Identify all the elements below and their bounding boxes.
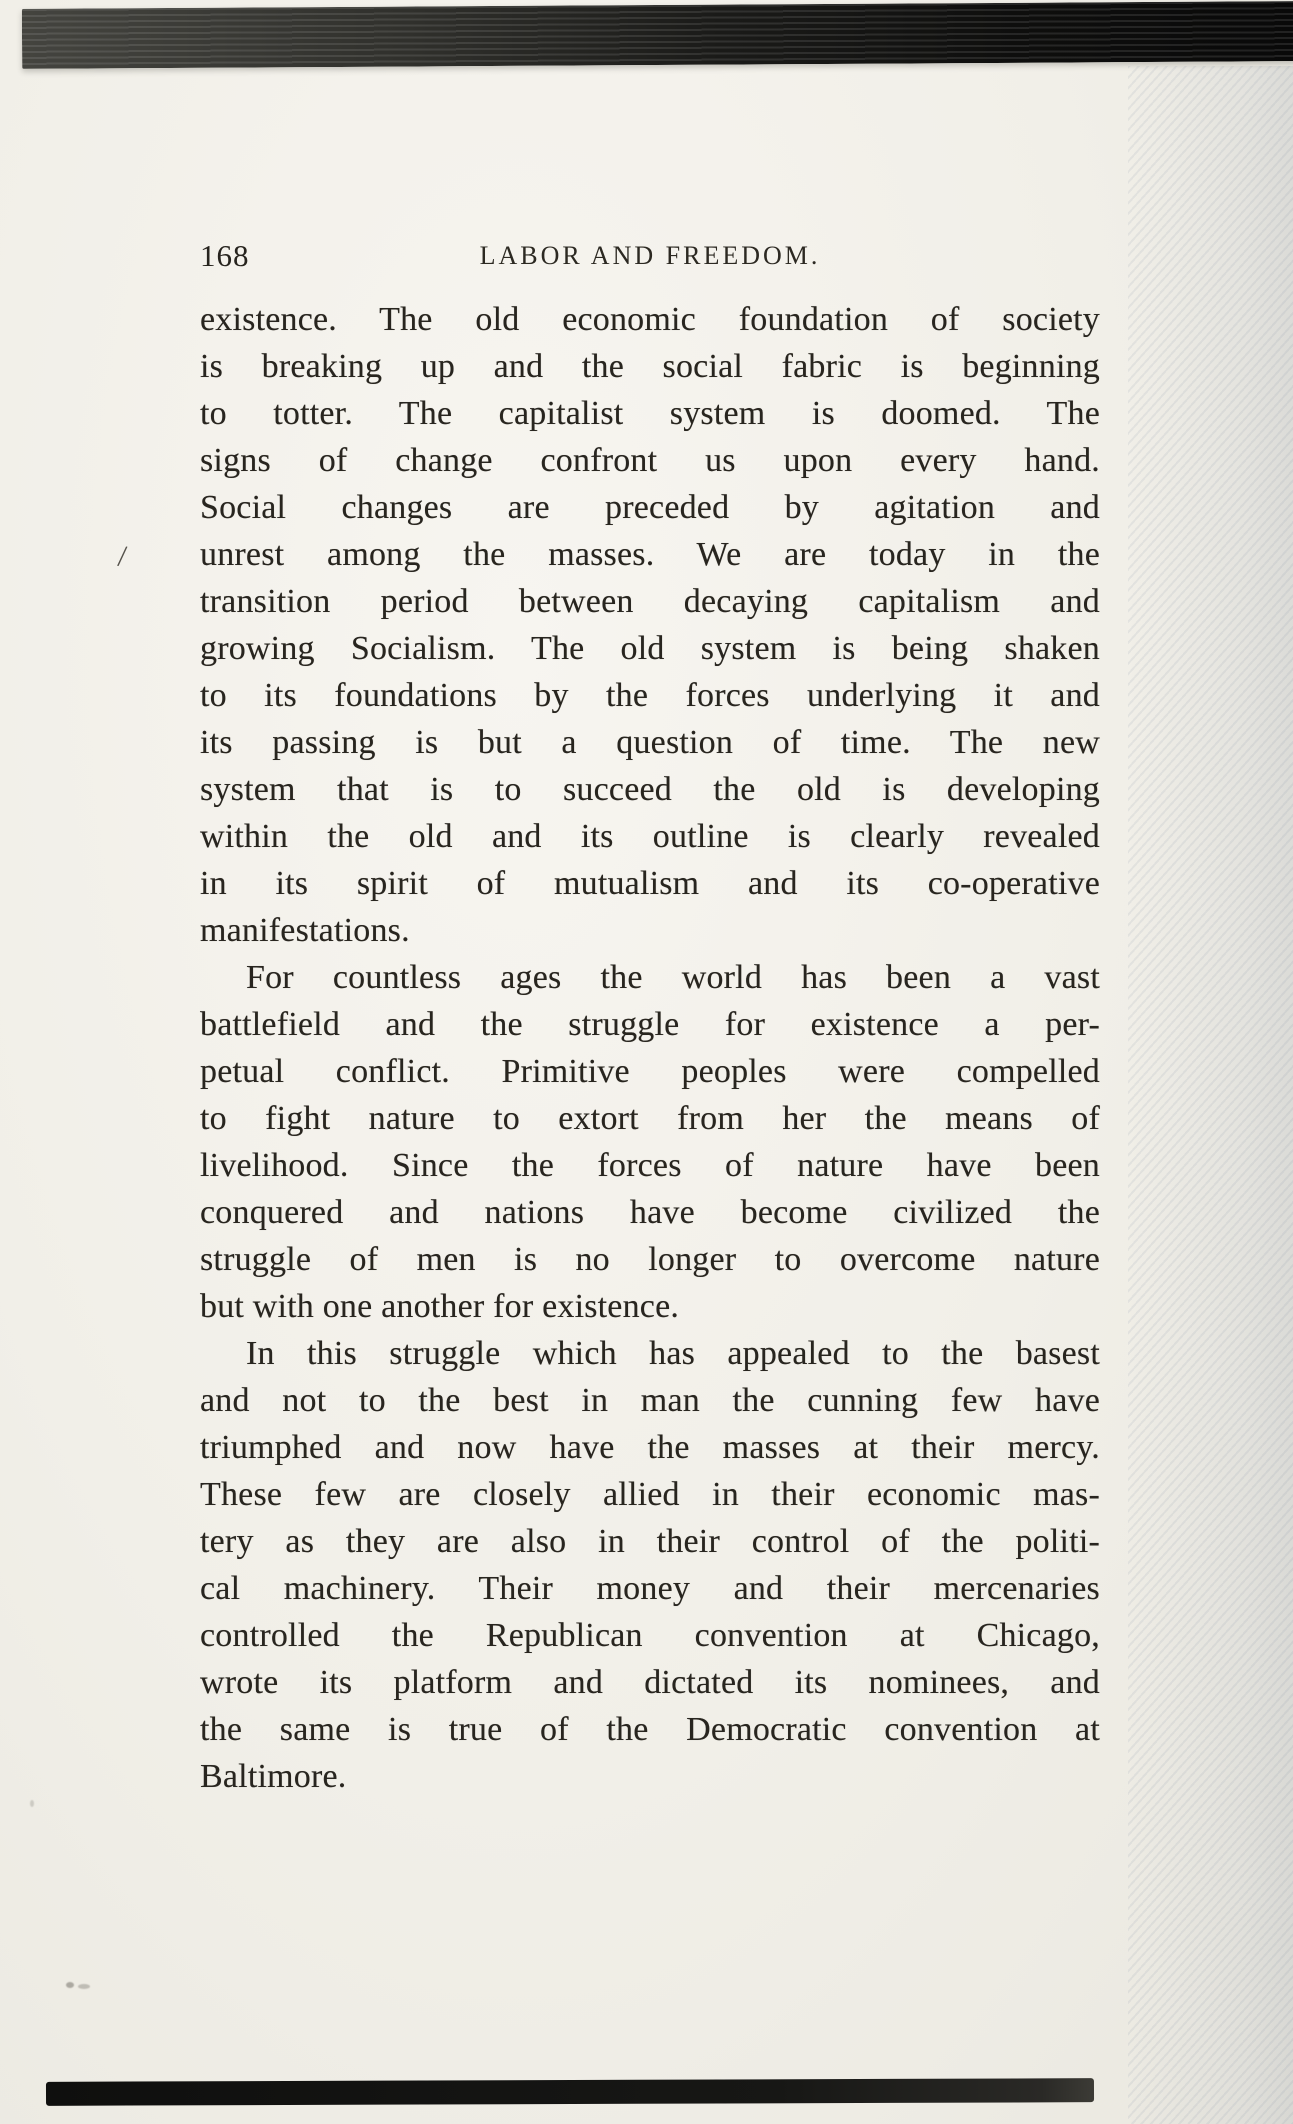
- text-line: in its spirit of mutualism and its co-operative: [200, 865, 1100, 902]
- page-header: [200, 238, 1100, 282]
- margin-mark: /: [116, 539, 129, 574]
- text-line: For countless ages the world has been a vast: [246, 959, 1100, 996]
- paragraph: [200, 1330, 1100, 1800]
- text-line: growing Socialism. The old system is being shaken: [200, 630, 1100, 667]
- text-line: petual conflict. Primitive peoples were compelled: [200, 1053, 1100, 1090]
- text-line: struggle of men is no longer to overcome nature: [200, 1241, 1100, 1278]
- text-line: In this struggle which has appealed to the basest: [246, 1335, 1100, 1372]
- text-line: These few are closely allied in their economic mas-: [200, 1476, 1100, 1513]
- book-edge-top: [22, 1, 1293, 69]
- text-line: its passing is but a question of time. The new: [200, 724, 1100, 761]
- text-line: unrest among the masses. We are today in the: [200, 536, 1100, 573]
- text-line: the same is true of the Democratic convention at: [200, 1711, 1100, 1748]
- text-line: signs of change confront us upon every hand.: [200, 442, 1100, 479]
- text-line: livelihood. Since the forces of nature have been: [200, 1147, 1100, 1184]
- text-line: within the old and its outline is clearly revealed: [200, 818, 1100, 855]
- text-line: but with one another for existence.: [200, 1288, 680, 1325]
- text-line: Social changes are preceded by agitation and: [200, 489, 1100, 526]
- scan-artifact: [78, 1984, 90, 1989]
- text-line: is breaking up and the social fabric is beginning: [200, 348, 1100, 385]
- text-line: battlefield and the struggle for existence a per-: [200, 1006, 1100, 1043]
- paragraph: [200, 296, 1100, 954]
- text-line: to totter. The capitalist system is doomed. The: [200, 395, 1100, 432]
- text-line: to fight nature to extort from her the means of: [200, 1100, 1100, 1137]
- paragraph: [200, 954, 1100, 1330]
- text-line: triumphed and now have the masses at their mercy.: [200, 1429, 1100, 1466]
- text-line: to its foundations by the forces underlying it and: [200, 677, 1100, 714]
- book-edge-bottom: [46, 2078, 1094, 2106]
- text-line: existence. The old economic foundation of society: [200, 301, 1100, 338]
- text-line: and not to the best in man the cunning few have: [200, 1382, 1100, 1419]
- text-line: conquered and nations have become civilized the: [200, 1194, 1100, 1231]
- text-line: controlled the Republican convention at Chicago,: [200, 1617, 1100, 1654]
- body-text: [200, 296, 1100, 1800]
- page-number: 168: [200, 238, 250, 273]
- text-line: transition period between decaying capitalism and: [200, 583, 1100, 620]
- text-line: manifestations.: [200, 912, 410, 949]
- scan-texture-right: [1128, 66, 1293, 2124]
- text-line: wrote its platform and dictated its nominees, and: [200, 1664, 1100, 1701]
- text-line: Baltimore.: [200, 1758, 347, 1795]
- scan-artifact: [30, 1800, 34, 1807]
- running-head: LABOR AND FREEDOM.: [479, 241, 821, 270]
- text-line: system that is to succeed the old is developing: [200, 771, 1100, 808]
- text-line: cal machinery. Their money and their mercenaries: [200, 1570, 1100, 1607]
- text-line: tery as they are also in their control of the politi-: [200, 1523, 1100, 1560]
- scan-artifact: [66, 1982, 74, 1988]
